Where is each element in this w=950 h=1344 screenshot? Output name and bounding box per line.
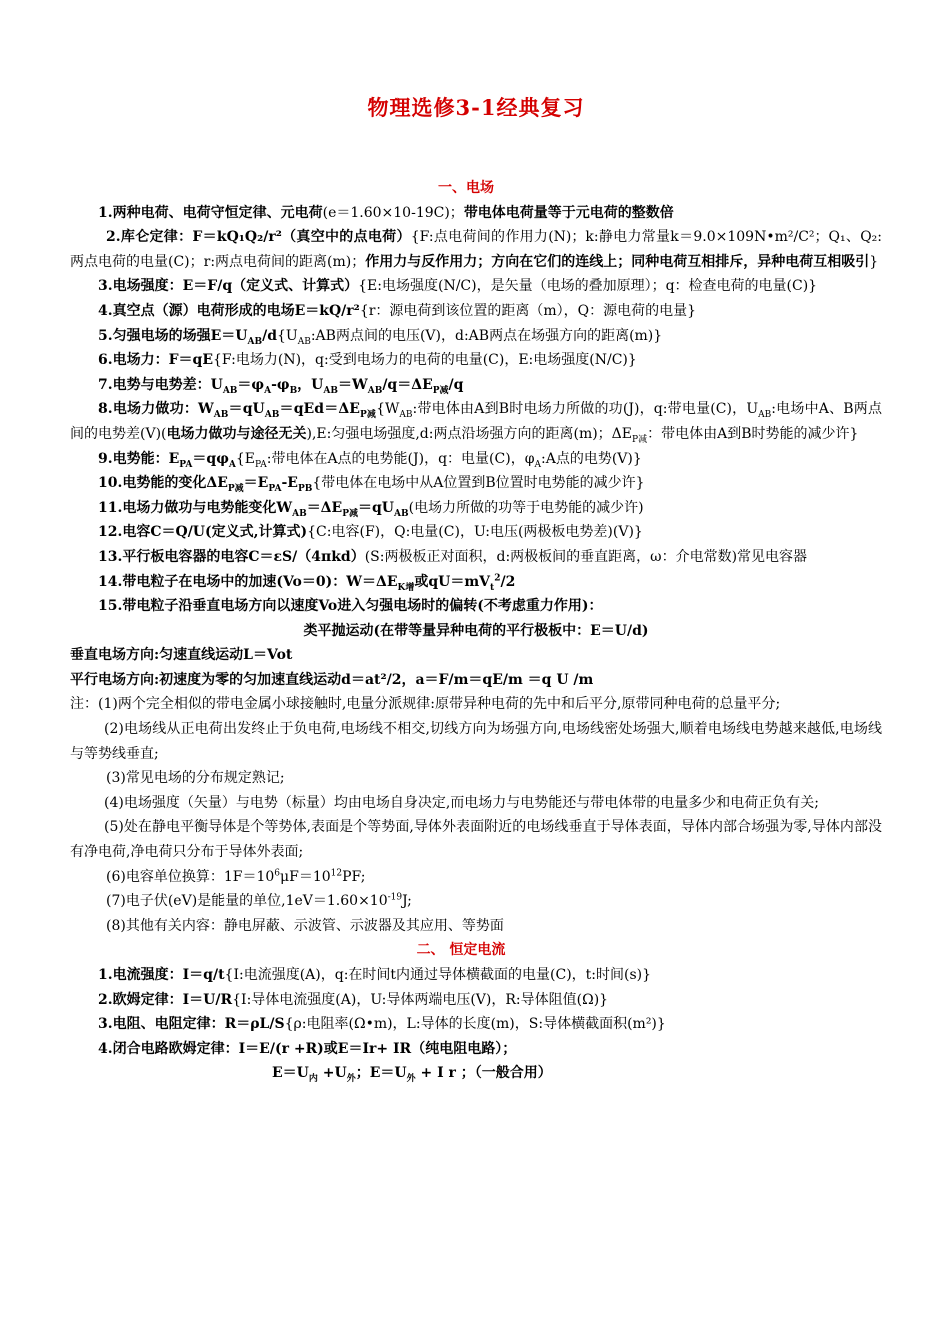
item-7: 7.电势与电势差：$U_{AB}=\varphi_A-\varphi_B$，$U_{AB}=W_{AB}/q=\Delta E_{P减}/q$ (98, 376, 464, 396)
note-5: (5)处在静电平衡导体是个等势体,表面是个等势面,导体外表面附近的电场线垂直于导体表面，导体内部合场强为零,导体内部没有净电荷,净电荷只分布于导体外表面; (70, 819, 882, 861)
note-1: 注：(1)两个完全相似的带电金属小球接触时,电量分派规律:原带异种电荷的先中和后平分,原带同种电荷的总量平分; (70, 696, 781, 713)
note-4: (4)电场强度（矢量）与电势（标量）均由电场自身决定,而电场力与电势能还与带电体带的电量多少和电荷正负有关; (104, 794, 819, 811)
page-title: 物理选修3-1经典复习 (367, 95, 585, 120)
current-item-1: 1.电流强度：I＝q/t{I:电流强度(A)，q:在时间t内通过导体横截面的电量(C)，t:时间(s)} (98, 967, 652, 983)
item-15-sub-heading: 类平抛运动(在带等量异种电荷的平行极板中：E＝U/d) (303, 622, 649, 639)
section-heading-current: 二、 恒定电流 (416, 942, 506, 959)
item-10: 10.电势能的变化$\Delta E_{P减}=E_{PA}-E_{PB}${带电体在电场中从A位置到B位置时电势能的减少许} (98, 475, 645, 494)
current-item-4-formula: $E=U_内 +U_外$；$E=U_外 + I$ r ；（一般合用） (272, 1065, 552, 1085)
note-2: (2)电场线从正电荷出发终止于负电荷,电场线不相交,切线方向为场强方向,电场线密处场强大,顺着电场线电势越来越低,电场线与等势线垂直; (70, 721, 882, 762)
note-7: (7)电子伏(eV)是能量的单位$,1eV=1.60\times 10^{-19}J$; (106, 892, 412, 910)
section-heading-electric-field: 一、电场 (438, 180, 494, 196)
item-15: 15.带电粒子沿垂直电场方向以速度Vo进入匀强电场时的偏转(不考虑重力作用)： (98, 598, 603, 615)
item-14: 14.带电粒子在电场中的加速(Vo＝0)：$W=\Delta E_{K增}$或$qU=mV_t^2/2$ (98, 572, 516, 593)
item-8: 8.电场力做功：$W_{AB}=qU_{AB}=qEd=\Delta E_{P减}\{W_{AB}$:带电体由A到B时电场力所做的功(J)，q:带电量(C)，$U_{AB}$:电场中A、B两点间的电势差(V)(电场力做功与途径无关),E:匀强电场强度,d:两点沿场强方向的距离(m)；$\Delta E_{P减}$：带电体由A到B时势能的减少许} (70, 401, 882, 445)
item-11: 11.电场力做功与电势能变化$W_{AB}=\Delta E_{P减}=qU_{AB}$(电场力所做的功等于电势能的减少许) (98, 499, 644, 519)
item-2: 2.库仑定律：F＝kQ₁Q₂/r²（真空中的点电荷）{F:点电荷间的作用力(N)；k:静电力常量k＝9.0×109N•m²/C²；Q₁、Q₂:两点电荷的电量(C)；r:两点电荷间的距离(m)；作用力与反作用力；方向在它们的连线上；同种电荷互相排斥，异种电荷互相吸引} (70, 229, 882, 270)
item-1: 1.两种电荷、电荷守恒定律、元电荷(e＝1.60×10-19C)；带电体电荷量等于元电荷的整数倍 (98, 204, 674, 221)
item-6: 6.电场力：F＝qE{F:电场力(N)，q:受到电场力的电荷的电量(C)，E:电场强度(N/C)} (98, 352, 637, 369)
item-9: 9.电势能：$E_{PA}=q\varphi_A\{E_{PA}$:带电体在A点的电势能(J)，q：电量(C)，$\varphi_A:A$点的电势(V)} (98, 450, 642, 470)
note-3: (3)常见电场的分布规定熟记; (106, 770, 285, 787)
item-13: 13.平行板电容器的电容C＝εS/（4πkd）(S:两极板正对面积，d:两极板间的垂直距离，ω：介电常数)常见电容器 (98, 548, 808, 565)
item-4: 4.真空点（源）电荷形成的电场E＝kQ/r²{r：源电荷到该位置的距离（m），Q：源电荷的电量} (98, 302, 697, 319)
note-8: (8)其他有关内容：静电屏蔽、示波管、示波器及其应用、等势面 (106, 917, 504, 934)
note-6: (6)电容单位换算：$1F=10^6\mu F=10^{12}PF$; (106, 867, 366, 885)
item-12: 12.电容C＝Q/U(定义式,计算式){C:电容(F)，Q:电量(C)，U:电压(两极板电势差)(V)} (98, 524, 643, 541)
item-3: 3.电场强度：E＝F/q（定义式、计算式）{E:电场强度(N/C)，是矢量（电场的叠加原理）；q：检查电荷的电量(C)} (98, 278, 818, 295)
current-item-4: 4.闭合电路欧姆定律：I＝E/(r +R)或E＝Ir+ IR（纯电阻电路）； (98, 1040, 517, 1057)
item-15-perpendicular: 垂直电场方向:匀速直线运动L＝Vot (70, 647, 293, 664)
current-item-2: 2.欧姆定律：I＝U/R{I:导体电流强度(A)，U:导体两端电压(V)，R:导体阻值(Ω)} (98, 991, 609, 1008)
item-15-parallel: 平行电场方向:初速度为零的匀加速直线运动d＝at²/2，a＝F/m＝qE/m ＝q U /m (70, 671, 594, 688)
item-5: 5.匀强电场的场强$E=U_{AB}/d\{U_{AB}:AB$两点间的电压(V)，d:AB两点在场强方向的距离(m)} (98, 327, 663, 347)
current-item-3: 3.电阻、电阻定律：R＝ρL/S{ρ:电阻率(Ω•m)，L:导体的长度(m)，S:导体横截面积(m²)} (98, 1016, 666, 1033)
